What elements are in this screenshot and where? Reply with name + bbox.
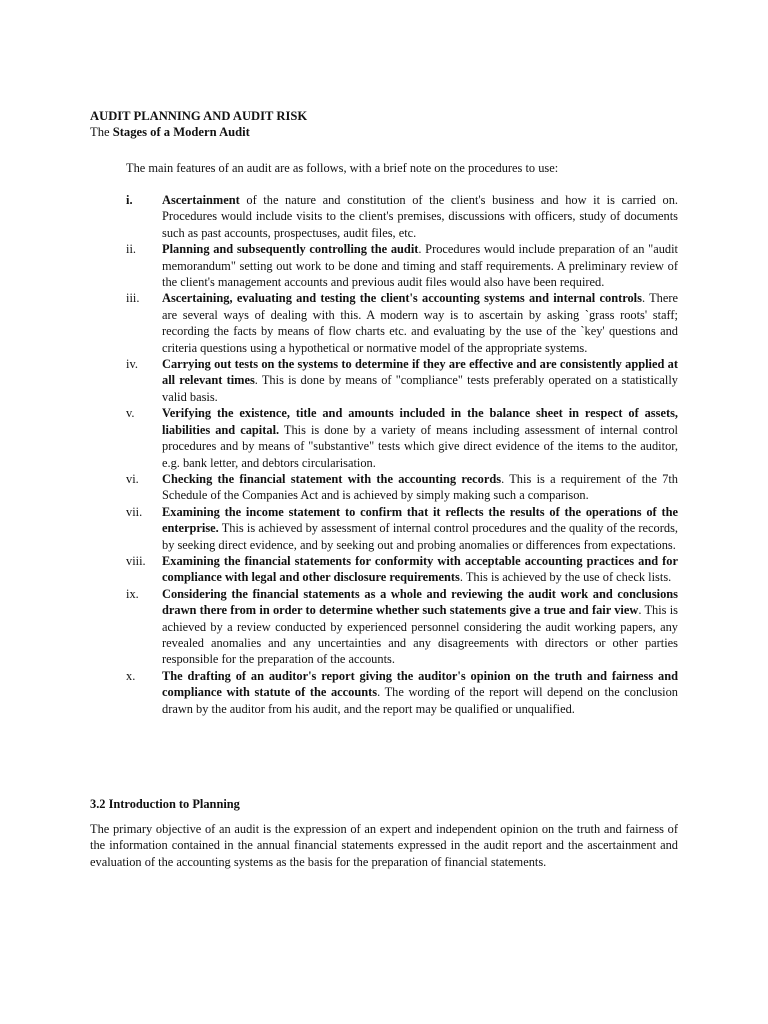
item-numeral: v. — [126, 406, 135, 421]
item-lead: Verifying the existence, title and amounts included in the balance sheet in respect of assets, liabilities and capital. — [162, 406, 678, 437]
item-numeral: vii. — [126, 504, 143, 519]
document-subtitle — [90, 124, 678, 140]
document-page — [90, 108, 678, 869]
item-numeral: viii. — [126, 553, 146, 568]
item-numeral: x. — [126, 668, 136, 683]
item-lead: Examining the income statement to confirm that it reflects the results of the operations of the enterprise. — [162, 504, 678, 536]
item-lead: Carrying out tests on the systems to determine if they are effective and are consistently applied at all relevant times — [162, 357, 678, 388]
list-item — [90, 553, 678, 586]
item-lead: Planning and subsequently controlling the audit — [162, 242, 419, 257]
item-text: . This is achieved by the use of check lists. — [459, 570, 672, 585]
item-lead: Ascertainment — [162, 193, 240, 207]
item-numeral: ix. — [126, 586, 139, 601]
item-text: . This is a requirement of the 7th Schedule of the Companies Act and is achieved by simply making such a comparison. — [162, 471, 678, 503]
list-item — [90, 471, 678, 504]
audit-stages-list — [90, 192, 678, 717]
list-item — [90, 586, 678, 668]
item-text: . This is achieved by a review conducted by experienced personnel considering the audit working papers, any revealed anomalies and any uncertainties and any disagreements with directors or other parties responsible for the preparation of the accounts. — [162, 603, 678, 667]
item-lead: Ascertaining, evaluating and testing the client's accounting systems and internal controls — [162, 291, 642, 306]
item-numeral: i. — [126, 193, 133, 207]
document-title: AUDIT PLANNING AND AUDIT RISK — [90, 109, 308, 123]
item-lead: Examining the financial statements for conformity with acceptable accounting practices and for compliance with legal and other disclosure requirements — [162, 553, 678, 585]
item-text: . The wording of the report will depend on the conclusion drawn by the auditor from his audit, and the report may be qualified or unqualified. — [162, 685, 678, 716]
subtitle-bold: Stages of a Modern Audit — [112, 125, 250, 140]
list-item — [90, 192, 678, 241]
list-item — [90, 241, 678, 290]
item-text: . This is done by means of "compliance" tests preferably operated on a statistically valid basis. — [162, 373, 678, 404]
item-text: This is done by a variety of means including assessment of internal control procedures and by means of "substantive" tests which give direct evidence of the items to the auditor, e.g. bank letter, and debtors circularisation. — [162, 422, 678, 470]
list-item — [90, 290, 678, 356]
list-item — [90, 405, 678, 471]
item-lead: Considering the financial statements as a whole and reviewing the audit work and conclusions drawn there from in order to determine whether such statements give a true and fair view — [162, 586, 678, 618]
list-item — [90, 668, 678, 717]
subtitle-prefix: The — [90, 125, 113, 140]
item-lead: The drafting of an auditor's report giving the auditor's opinion on the truth and fairness and compliance with statute of the accounts — [162, 668, 678, 700]
intro-paragraph: The main features of an audit are as follows, with a brief note on the procedures to use: — [126, 161, 559, 175]
item-numeral: ii. — [126, 242, 136, 257]
section-heading: 3.2 Introduction to Planning — [90, 797, 240, 811]
item-text: of the nature and constitution of the client's business and how it is carried on. Procedures would include visits to the client's premises, discussions with officers, study of documents such as past accounts, prospectuses, audit files, etc. — [162, 193, 678, 240]
item-text: . There are several ways of dealing with this. A modern way is to ascertain by asking `grass roots' staff; recording the facts by means of flow charts etc. and evaluating by the use of the `key' questions and criteria questions using a hypothetical or normative model of the appropriate systems. — [162, 291, 678, 355]
item-lead: Checking the financial statement with the accounting records — [162, 471, 502, 486]
item-text: . Procedures would include preparation of an "audit memorandum" setting out work to be done and timing and staff requirements. A preliminary review of the client's management accounts and previous audit files would also have been required. — [162, 242, 678, 290]
item-numeral: iv. — [126, 357, 138, 372]
item-text: This is achieved by assessment of internal control procedures and the quality of the records, by seeking direct evidence, and by seeking out and probing anomalies or differences from expectations. — [162, 521, 678, 552]
item-numeral: iii. — [126, 291, 140, 306]
item-numeral: vi. — [126, 471, 139, 486]
list-item — [90, 504, 678, 553]
section-paragraph: The primary objective of an audit is the expression of an expert and independent opinion on the truth and fairness of the information contained in the annual financial statements expressed in the audit report and the ascertainment and evaluation of the accounting systems as the basis for the preparation of financial statements. — [90, 822, 678, 869]
list-item — [90, 356, 678, 405]
